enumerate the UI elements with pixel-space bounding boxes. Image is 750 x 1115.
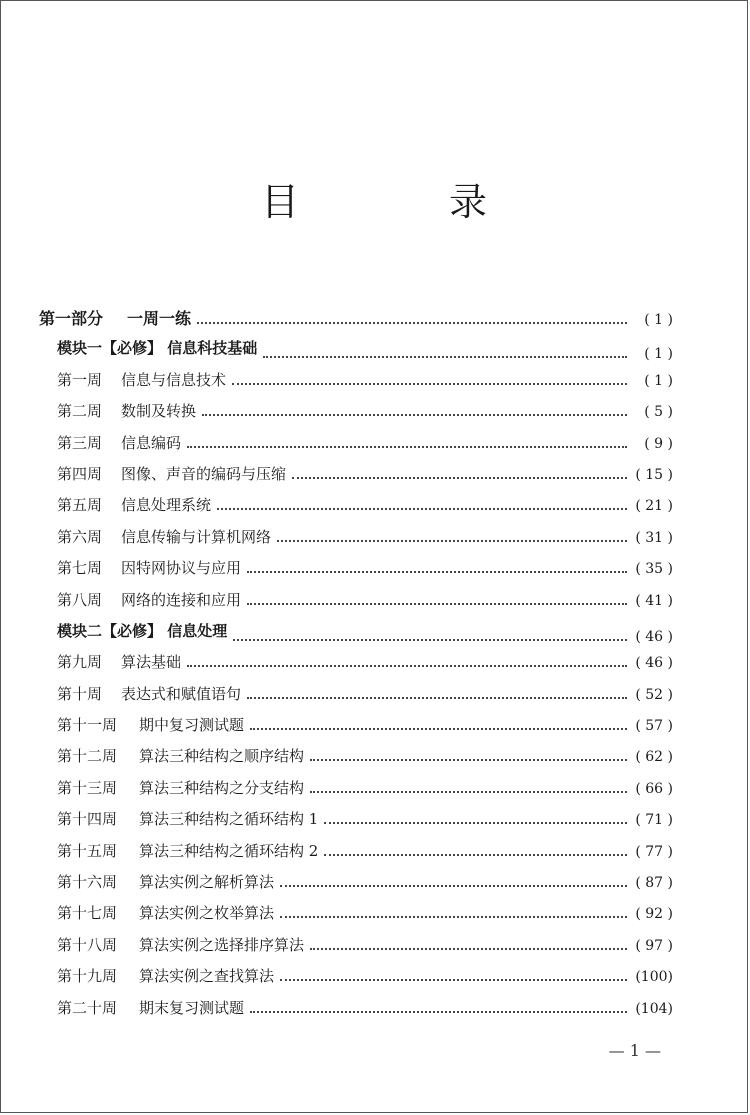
toc-entry-page: ( 46 ) xyxy=(635,655,673,672)
toc-entry-page: ( 52 ) xyxy=(635,686,673,703)
toc-entry-page: ( 1 ) xyxy=(644,346,673,363)
toc-entry-title: 算法三种结构之分支结构 xyxy=(139,778,305,797)
toc-entry-label xyxy=(57,934,304,955)
dot-leader xyxy=(187,445,627,448)
toc-entry-number: 第十九周 xyxy=(57,967,118,986)
toc-entry-page: ( 71 ) xyxy=(635,812,673,829)
toc-entry-title: 信息与信息技术 xyxy=(121,370,227,389)
table-of-contents xyxy=(39,306,673,1028)
toc-entry-title: 算法实例之查找算法 xyxy=(139,967,275,986)
toc-entry-label xyxy=(57,589,241,610)
toc-entry-label xyxy=(57,432,181,453)
dot-leader xyxy=(247,602,627,605)
toc-entry-week[interactable] xyxy=(39,463,673,494)
toc-entry-title: 信息传输与计算机网络 xyxy=(121,527,272,546)
toc-entry-page: (100) xyxy=(635,969,673,986)
toc-entry-page: ( 46 ) xyxy=(635,628,673,645)
toc-entry-title: 算法实例之选择排序算法 xyxy=(139,935,305,954)
toc-entry-label xyxy=(57,526,271,547)
toc-entry-title: 算法实例之枚举算法 xyxy=(139,904,275,923)
toc-entry-label xyxy=(57,840,318,861)
toc-entry-week[interactable] xyxy=(39,400,673,431)
toc-entry-number: 第十五周 xyxy=(57,841,118,860)
toc-entry-label xyxy=(57,463,286,484)
toc-entry-label xyxy=(57,620,227,641)
toc-entry-label xyxy=(57,808,318,829)
toc-entry-page: ( 35 ) xyxy=(635,561,673,578)
dot-leader xyxy=(202,413,627,416)
toc-entry-page: ( 92 ) xyxy=(635,906,673,923)
toc-entry-week[interactable] xyxy=(39,840,673,871)
dot-leader xyxy=(247,570,627,573)
toc-entry-number: 第五周 xyxy=(57,496,103,515)
toc-entry-page: ( 66 ) xyxy=(635,780,673,797)
toc-entry-label xyxy=(57,745,304,766)
toc-entry-number: 第十八周 xyxy=(57,935,118,954)
dot-leader xyxy=(280,978,627,981)
dot-leader xyxy=(310,758,627,761)
page-number: — 1 — xyxy=(608,1041,661,1060)
toc-entry-week[interactable] xyxy=(39,871,673,902)
dot-leader xyxy=(324,853,627,856)
toc-entry-number: 第十四周 xyxy=(57,810,118,829)
toc-entry-number: 第七周 xyxy=(57,559,103,578)
dot-leader xyxy=(310,790,627,793)
toc-entry-title: 算法三种结构之顺序结构 xyxy=(139,747,305,766)
toc-entry-number: 第十一周 xyxy=(57,716,118,735)
toc-entry-title: 网络的连接和应用 xyxy=(121,590,242,609)
toc-entry-page: ( 97 ) xyxy=(635,937,673,954)
page-title: 目 录 xyxy=(260,180,543,224)
dot-leader xyxy=(292,476,627,479)
toc-entry-label xyxy=(57,683,241,704)
toc-entry-number: 第二十周 xyxy=(57,998,118,1017)
toc-entry-page: ( 77 ) xyxy=(635,843,673,860)
toc-entry-number: 第二周 xyxy=(57,402,103,421)
dot-leader xyxy=(187,664,627,667)
dot-leader xyxy=(217,507,627,510)
toc-entry-label xyxy=(57,965,274,986)
toc-entry-label xyxy=(57,714,244,735)
toc-entry-week[interactable] xyxy=(39,777,673,808)
toc-entry-page: ( 57 ) xyxy=(635,718,673,735)
toc-entry-number: 第十周 xyxy=(57,684,103,703)
toc-entry-module[interactable] xyxy=(39,620,673,651)
toc-entry-week[interactable] xyxy=(39,965,673,996)
toc-entry-label xyxy=(57,651,181,672)
toc-entry-title: 算法实例之解析算法 xyxy=(139,873,275,892)
toc-entry-page: ( 41 ) xyxy=(635,592,673,609)
toc-entry-page: ( 62 ) xyxy=(635,749,673,766)
toc-entry-title: 算法三种结构之循环结构 2 xyxy=(139,841,319,860)
toc-entry-number: 第十七周 xyxy=(57,904,118,923)
toc-entry-title: 算法三种结构之循环结构 1 xyxy=(139,810,319,829)
toc-entry-number: 第一部分 xyxy=(39,309,104,328)
dot-leader xyxy=(324,821,627,824)
dot-leader xyxy=(280,915,627,918)
toc-entry-title: 模块一【必修】 信息科技基础 xyxy=(57,339,258,358)
toc-entry-number: 第十六周 xyxy=(57,873,118,892)
toc-entry-label xyxy=(57,997,244,1018)
toc-entry-title: 表达式和赋值语句 xyxy=(121,684,242,703)
toc-entry-title: 图像、声音的编码与压缩 xyxy=(121,464,287,483)
toc-entry-title: 信息编码 xyxy=(121,433,182,452)
toc-entry-week[interactable] xyxy=(39,714,673,745)
toc-entry-label xyxy=(57,557,241,578)
dot-leader xyxy=(232,382,627,385)
toc-entry-page: ( 9 ) xyxy=(644,435,673,452)
dot-leader xyxy=(310,947,627,950)
toc-entry-title: 数制及转换 xyxy=(121,402,197,421)
toc-entry-week[interactable] xyxy=(39,557,673,588)
toc-entry-number: 第十二周 xyxy=(57,747,118,766)
toc-entry-label xyxy=(57,494,211,515)
toc-entry-title: 信息处理系统 xyxy=(121,496,212,515)
toc-entry-label xyxy=(57,871,274,892)
toc-entry-title: 期末复习测试题 xyxy=(139,998,245,1017)
toc-entry-number: 第一周 xyxy=(57,370,103,389)
toc-entry-week[interactable] xyxy=(39,526,673,557)
toc-entry-page: ( 1 ) xyxy=(644,372,673,389)
toc-entry-week[interactable] xyxy=(39,651,673,682)
toc-entry-title: 一周一练 xyxy=(127,309,192,328)
dot-leader xyxy=(250,727,627,730)
toc-entry-week[interactable] xyxy=(39,683,673,714)
toc-entry-label xyxy=(57,337,257,358)
toc-entry-week[interactable] xyxy=(39,997,673,1028)
toc-entry-week[interactable] xyxy=(39,432,673,463)
toc-entry-page: ( 21 ) xyxy=(635,498,673,515)
dot-leader xyxy=(277,539,627,542)
toc-entry-page: ( 15 ) xyxy=(635,466,673,483)
toc-entry-week[interactable] xyxy=(39,369,673,400)
toc-entry-label xyxy=(57,902,274,923)
toc-entry-part[interactable] xyxy=(39,306,673,337)
toc-entry-number: 第九周 xyxy=(57,653,103,672)
toc-entry-page: ( 5 ) xyxy=(644,404,673,421)
toc-entry-week[interactable] xyxy=(39,808,673,839)
toc-entry-number: 第四周 xyxy=(57,464,103,483)
dot-leader xyxy=(247,696,627,699)
toc-entry-page: (104) xyxy=(635,1000,673,1017)
toc-entry-week[interactable] xyxy=(39,934,673,965)
dot-leader xyxy=(250,1010,627,1013)
toc-entry-label xyxy=(57,777,304,798)
toc-entry-number: 第六周 xyxy=(57,527,103,546)
toc-entry-page: ( 1 ) xyxy=(644,312,673,328)
toc-entry-title: 模块二【必修】 信息处理 xyxy=(57,621,228,640)
toc-entry-label xyxy=(39,306,191,329)
toc-entry-label xyxy=(57,369,226,390)
toc-entry-page: ( 31 ) xyxy=(635,529,673,546)
toc-entry-week[interactable] xyxy=(39,902,673,933)
toc-entry-number: 第十三周 xyxy=(57,778,118,797)
toc-entry-title: 因特网协议与应用 xyxy=(121,559,242,578)
toc-entry-week[interactable] xyxy=(39,589,673,620)
dot-leader xyxy=(280,884,627,887)
toc-entry-title: 期中复习测试题 xyxy=(139,716,245,735)
toc-entry-title: 算法基础 xyxy=(121,653,182,672)
toc-entry-page: ( 87 ) xyxy=(635,875,673,892)
toc-entry-module[interactable] xyxy=(39,337,673,368)
toc-entry-label xyxy=(57,400,196,421)
dot-leader xyxy=(197,321,627,324)
dot-leader xyxy=(233,638,627,641)
dot-leader xyxy=(263,355,627,358)
toc-entry-week[interactable] xyxy=(39,745,673,776)
toc-entry-week[interactable] xyxy=(39,494,673,525)
toc-entry-number: 第八周 xyxy=(57,590,103,609)
toc-entry-number: 第三周 xyxy=(57,433,103,452)
